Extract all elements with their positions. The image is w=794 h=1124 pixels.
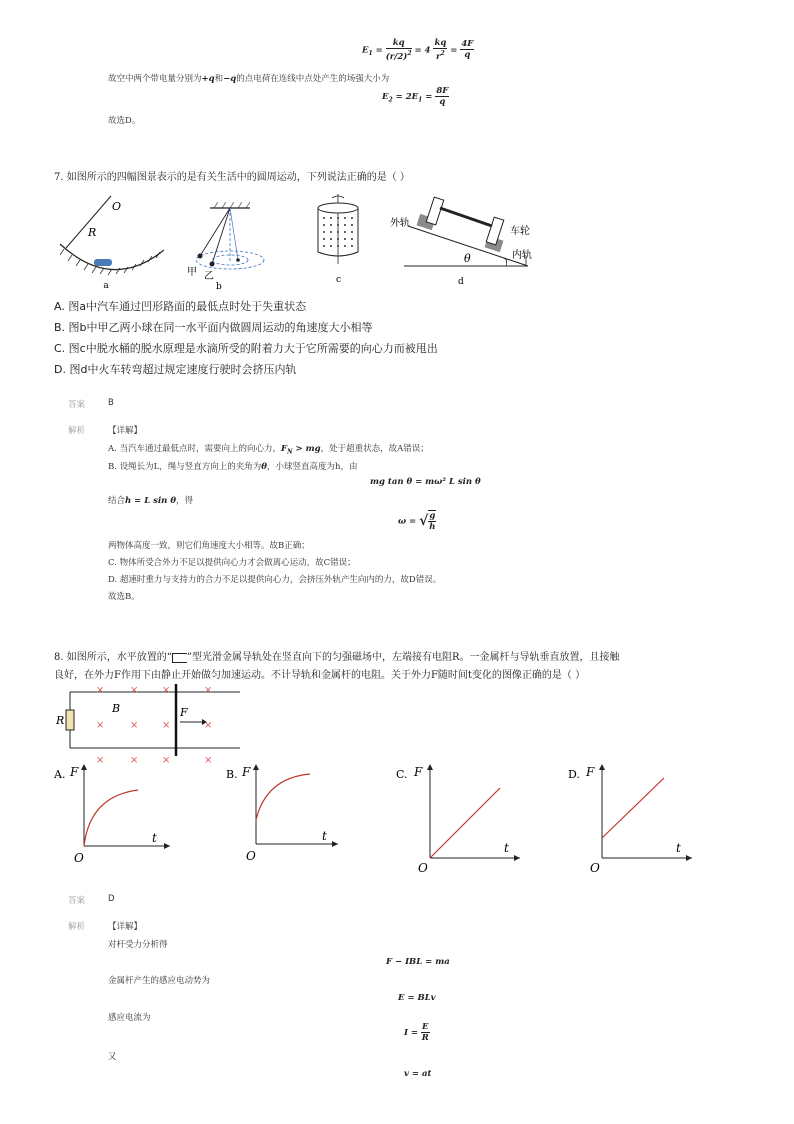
q7-analysis-tag: 解析: [68, 426, 86, 436]
q7-option-d: D. 图d中火车转弯超过规定速度行驶时会挤压内轨: [54, 363, 297, 376]
equation-e2: $E_2 = 2E_1$ = $\frac{8F}{q}$: [382, 86, 449, 107]
svg-text:×: ×: [204, 720, 213, 731]
q7-equation-b: mg tan θ = mω² L sin θ: [370, 477, 481, 487]
origin-O: O: [418, 861, 428, 875]
q7-answer-tag: 答案: [68, 400, 86, 410]
axis-F: F: [414, 765, 423, 779]
q7-figure-d: [388, 186, 538, 290]
svg-text:×: ×: [130, 720, 139, 731]
fraction-e-r: $\frac{E}{R}$: [421, 1022, 429, 1043]
drum-top: [318, 203, 358, 213]
equation-e1: $E_1$ = $\frac{kq}{(r/2)^2}$ = 4 $\frac{kq}{r^2}$ = $\frac{4F}{q}$: [362, 38, 474, 62]
string-jia: [200, 208, 230, 256]
caption-c: c: [336, 275, 342, 284]
axis-t: t: [322, 829, 327, 843]
q8-equation-current: I = $\frac{E}{R}$: [404, 1022, 429, 1043]
graph-a-label: A.: [54, 768, 66, 781]
car-icon: [94, 259, 112, 266]
graph-b-label: B.: [226, 768, 238, 781]
q8-graph-a: [54, 760, 174, 866]
q7-line-same-height: 两物体高度一致，则它们角速度大小相等。故B正确；: [108, 541, 310, 551]
svg-text:×: ×: [96, 755, 105, 766]
q8-graph-d: [568, 760, 698, 876]
q7-line-combine: 结合h = L sin θ，得: [108, 496, 194, 506]
fraction-8f-q: $\frac{8F}{q}$: [436, 86, 449, 107]
q7-line-c: C. 物体所受合外力不足以提供向心力才会做离心运动，故C错误；: [108, 558, 356, 568]
text-line-field-strength: 故空中两个带电量分别为+q和−q的点电荷在连线中点处产生的场强大小为: [108, 74, 390, 84]
q8-graph-c: [396, 760, 526, 876]
axle: [440, 208, 492, 226]
q8-line-emf: 金属杆产生的感应电动势为: [108, 976, 211, 986]
svg-text:×: ×: [162, 720, 171, 731]
caption-a: a: [103, 281, 109, 290]
label-wheel: 车轮: [510, 226, 530, 237]
wheel-left: [426, 197, 444, 225]
fraction-4f-q: $\frac{4F}{q}$: [461, 39, 474, 61]
fraction-kq-over-r2: $\frac{kq}{(r/2)^2}$: [385, 38, 412, 62]
svg-text:×: ×: [96, 720, 105, 731]
q7-choose: 故选B。: [108, 592, 140, 602]
label-theta: θ: [464, 252, 471, 265]
caption-d: d: [458, 277, 464, 287]
svg-text:×: ×: [162, 685, 171, 696]
graph-c-line: [430, 788, 500, 858]
fraction-kq-r2: $\frac{kq}{r^2}$: [434, 38, 447, 62]
label-inner-rail: 内轨: [512, 250, 532, 261]
axis-t: t: [676, 841, 681, 855]
string-yi: [212, 208, 230, 264]
svg-text:×: ×: [204, 755, 213, 766]
caption-b: b: [216, 282, 222, 290]
q7-figure-c: [308, 192, 368, 284]
axis-F: F: [242, 765, 251, 779]
curved-road: [60, 244, 164, 270]
magnetic-field-crosses: [96, 685, 212, 766]
q7-option-b: B. 图b中甲乙两小球在同一水平面内做圆周运动的角速度大小相等: [54, 321, 373, 334]
label-jia: 甲: [187, 267, 197, 278]
svg-text:×: ×: [130, 755, 139, 766]
q7-option-c: C. 图c中脱水桶的脱水原理是水滴所受的附着力大于它所需要的向心力而被甩出: [54, 342, 438, 355]
graph-a-curve: [84, 790, 138, 846]
graph-b-curve: [256, 774, 310, 820]
q8-line-current: 感应电流为: [108, 1013, 151, 1023]
q8-answer-tag: 答案: [68, 896, 86, 906]
q7-line-b: B. 设绳长为L，绳与竖直方向上的夹角为θ，小球竖直高度为h，由: [108, 462, 358, 472]
axis-F: F: [70, 765, 79, 779]
svg-text:×: ×: [130, 685, 139, 696]
fraction-g-h: $\frac{g}{h}$: [429, 511, 436, 532]
label-R: R: [56, 714, 65, 727]
axis-F: F: [586, 765, 595, 779]
center-dot: [236, 258, 240, 262]
q8-line-force-analysis: 对杆受力分析得: [108, 940, 168, 950]
ball-jia: [198, 254, 203, 259]
q7-answer: B: [108, 398, 114, 408]
q7-stem: 7. 如图所示的四幅图景表示的是有关生活中的圆周运动，下列说法正确的是（ ）: [54, 172, 410, 183]
q8-stem-line2: 良好，在外力F作用下由静止开始做匀加速运动。不计导轨和金属杆的电阻。关于外力F随时间t变化的图像正确的是（ ）: [54, 670, 586, 681]
origin-O: O: [246, 849, 256, 863]
q8-circuit-figure: [54, 682, 244, 766]
axis-t: t: [504, 841, 509, 855]
label-B: B: [112, 702, 121, 715]
q8-analysis-tag: 解析: [68, 922, 86, 932]
radius-line: [66, 196, 111, 248]
label-yi: 乙: [204, 271, 214, 282]
q8-graph-b: [226, 760, 346, 866]
rail-shape-icon: [172, 653, 187, 663]
q8-detail-title: 【详解】: [108, 922, 143, 932]
svg-text:×: ×: [162, 755, 171, 766]
q8-equation-velocity: v = at: [404, 1069, 432, 1079]
graph-d-line: [602, 778, 664, 838]
axis-t: t: [152, 831, 157, 845]
origin-O: O: [590, 861, 600, 875]
graph-c-label: C.: [396, 768, 408, 781]
string-aux: [230, 208, 238, 260]
q7-line-a: A. 当汽车通过最低点时，需要向上的向心力，$F_N$ > mg，处于超重状态，故A错误；: [108, 444, 429, 456]
label-F: F: [180, 706, 188, 719]
conclusion-d: 故选D。: [108, 116, 141, 126]
q7-omega-equation: ω = √ $\frac{g}{h}$: [398, 511, 436, 532]
graph-d-label: D.: [568, 768, 580, 781]
q8-equation-emf: E = BLv: [398, 993, 436, 1003]
ball-yi: [210, 262, 215, 267]
q7-figure-a: [54, 188, 164, 290]
q7-figure-b: [186, 198, 290, 290]
origin-O: O: [74, 851, 84, 865]
svg-text:×: ×: [204, 685, 213, 696]
q8-equation-newton: F − IBL = ma: [386, 957, 450, 967]
q8-answer: D: [108, 894, 115, 904]
q7-option-a: A. 图a中汽车通过凹形路面的最低点时处于失重状态: [54, 300, 307, 313]
q8-stem-line1: 8. 如图所示，水平放置的“ ”型光滑金属导轨处在竖直向下的匀强磁场中，左端接有电阻R。一金属杆与导轨垂直放置，且接触: [54, 652, 620, 663]
q7-line-d: D. 超速时重力与支持力的合力不足以提供向心力，会挤压外轨产生向内的力，故D错误。: [108, 575, 442, 585]
label-O: O: [112, 200, 122, 213]
q7-detail-title: 【详解】: [108, 426, 143, 436]
label-outer-rail: 外轨: [390, 218, 410, 229]
q8-line-also: 又: [108, 1052, 117, 1062]
svg-text:×: ×: [96, 685, 105, 696]
label-R: R: [88, 226, 97, 239]
resistor: [66, 710, 74, 730]
